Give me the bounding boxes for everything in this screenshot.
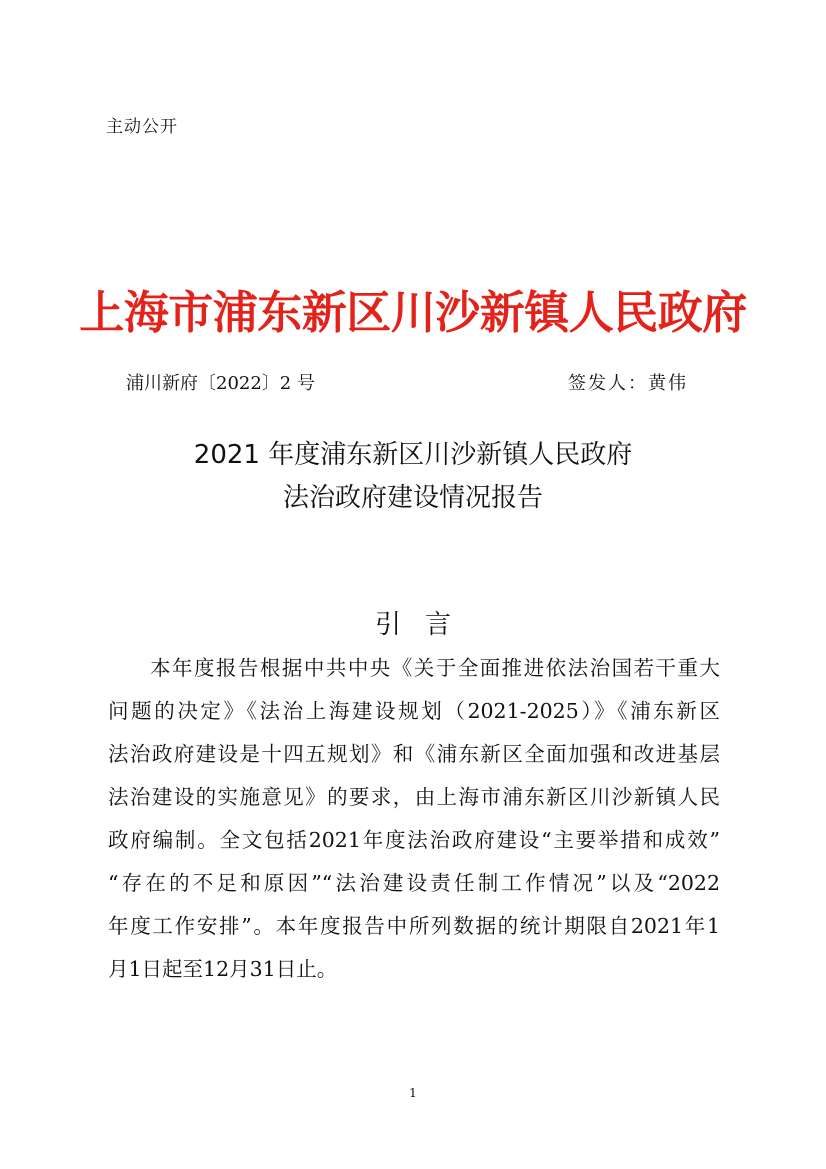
- disclosure-label: 主动公开: [106, 117, 178, 137]
- document-number: 浦川新府〔2022〕2 号: [126, 373, 315, 394]
- body-line: 法治政府建设是十四五规划》和《浦东新区全面加强和改进基层: [108, 742, 720, 766]
- body-line: “存在的不足和原因”“法治建设责任制工作情况”以及“2022: [108, 871, 720, 895]
- body-line: 问题的决定》《法治上海建设规划（2021-2025）》《浦东新区: [108, 699, 720, 723]
- report-title-line-1: 2021 年度浦东新区川沙新镇人民政府: [193, 440, 633, 470]
- body-line: 年度工作安排”。本年度报告中所列数据的统计期限自2021年1: [108, 914, 720, 938]
- body-line: 法治建设的实施意见》的要求，由上海市浦东新区川沙新镇人民: [108, 785, 720, 809]
- signer: 签发人：黄伟: [568, 373, 688, 394]
- body-line: 政府编制。全文包括2021年度法治政府建设“主要举措和成效”: [108, 828, 720, 852]
- report-title-line-2: 法治政府建设情况报告: [282, 483, 543, 513]
- page-number: 1: [409, 1086, 417, 1100]
- body-line: 月1日起至12月31日止。: [108, 957, 338, 981]
- letterhead-org-name: 上海市浦东新区川沙新镇人民政府: [79, 286, 747, 339]
- section-heading: 引言: [374, 610, 475, 640]
- body-line: 本年度报告根据中共中央《关于全面推进依法治国若干重大: [150, 656, 720, 680]
